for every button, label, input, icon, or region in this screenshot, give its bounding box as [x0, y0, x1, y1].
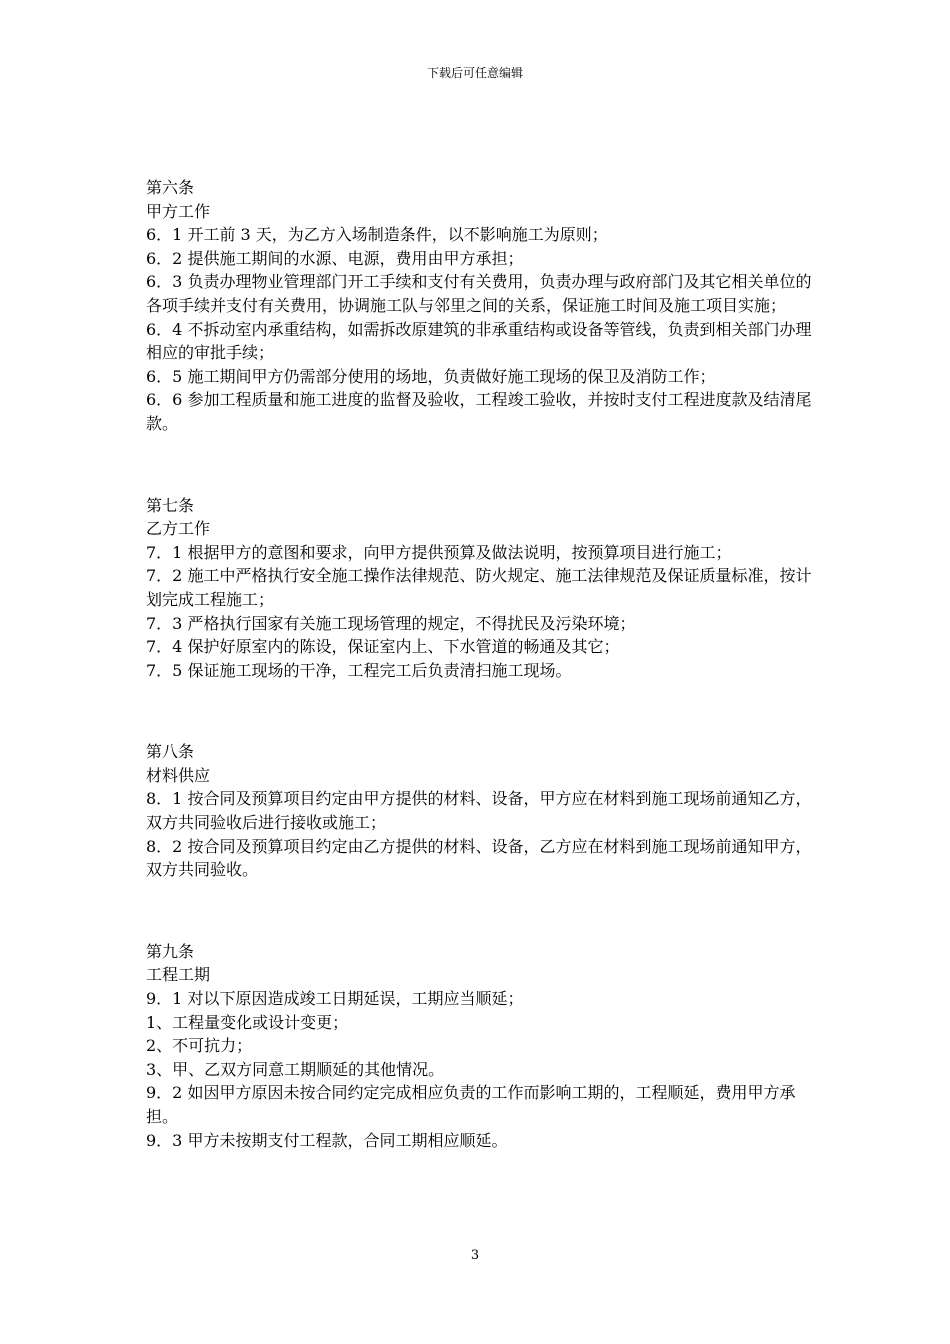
section-heading: 第九条 [146, 941, 195, 961]
clause-line: 7．4 保护好原室内的陈设，保证室内上、下水管道的畅通及其它； [146, 637, 620, 657]
clause-line: 7．5 保证施工现场的干净，工程完工后负责清扫施工现场。 [146, 660, 572, 680]
clause-line: 3、甲、乙双方同意工期顺延的其他情况。 [146, 1059, 445, 1079]
clause-line: 6．3 负责办理物业管理部门开工手续和支付有关费用，负责办理与政府部门及其它相关单位的各项手续并支付有关费用，协调施工队与邻里之间的关系，保证施工时间及施工项目实施； [146, 272, 812, 315]
clause-line: 6．5 施工期间甲方仍需部分使用的场地，负责做好施工现场的保卫及消防工作； [146, 366, 716, 386]
clause-line: 7．2 施工中严格执行安全施工操作法律规范、防火规定、施工法律规范及保证质量标准，按计划完成工程施工； [146, 566, 812, 609]
section-heading: 第六条 [146, 178, 195, 197]
section-subheading: 工程工期 [146, 965, 211, 985]
clause-line: 7．1 根据甲方的意图和要求，向甲方提供预算及做法说明，按预算项目进行施工； [146, 542, 732, 562]
header-note: 下载后可任意编辑 [426, 66, 523, 80]
clause-line: 9．1 对以下原因造成竣工日期延误，工期应当顺延； [146, 989, 524, 1009]
document-body [146, 176, 814, 1152]
clause-line: 7．3 严格执行国家有关施工现场管理的规定，不得扰民及污染环境； [146, 613, 636, 633]
section-subheading: 材料供应 [146, 765, 211, 785]
section-heading: 第七条 [146, 495, 195, 515]
section-heading: 第八条 [146, 742, 195, 762]
clause-line: 8．2 按合同及预算项目约定由乙方提供的材料、设备，乙方应在材料到施工现场前通知甲方，双方共同验收。 [146, 836, 812, 880]
section-article-7 [146, 494, 814, 683]
clause-line: 9．3 甲方未按期支付工程款，合同工期相应顺延。 [146, 1130, 508, 1150]
section-subheading: 甲方工作 [146, 201, 211, 221]
clause-line: 6．2 提供施工期间的水源、电源，费用由甲方承担； [146, 248, 524, 268]
page-number: 3 [470, 1248, 480, 1263]
section-article-9 [146, 940, 814, 1152]
clause-line: 6．6 参加工程质量和施工进度的监督及验收，工程竣工验收，并按时支付工程进度款及结清尾款。 [146, 390, 812, 433]
clause-line: 6．1 开工前 3 天，为乙方入场制造条件，以不影响施工为原则； [146, 225, 608, 245]
section-article-6 [146, 176, 814, 436]
section-subheading: 乙方工作 [146, 519, 211, 539]
clause-line: 9．2 如因甲方原因未按合同约定完成相应负责的工作而影响工期的，工程顺延，费用甲方承担。 [146, 1083, 796, 1126]
clause-line: 2、不可抗力； [146, 1036, 253, 1056]
clause-line: 8．1 按合同及预算项目约定由甲方提供的材料、设备，甲方应在材料到施工现场前通知乙方，双方共同验收后进行接收或施工； [146, 789, 812, 833]
section-article-8 [146, 740, 814, 882]
clause-line: 6．4 不拆动室内承重结构，如需拆改原建筑的非承重结构或设备等管线，负责到相关部门办理相应的审批手续； [146, 319, 812, 363]
clause-line: 1、工程量变化或设计变更； [146, 1012, 349, 1032]
